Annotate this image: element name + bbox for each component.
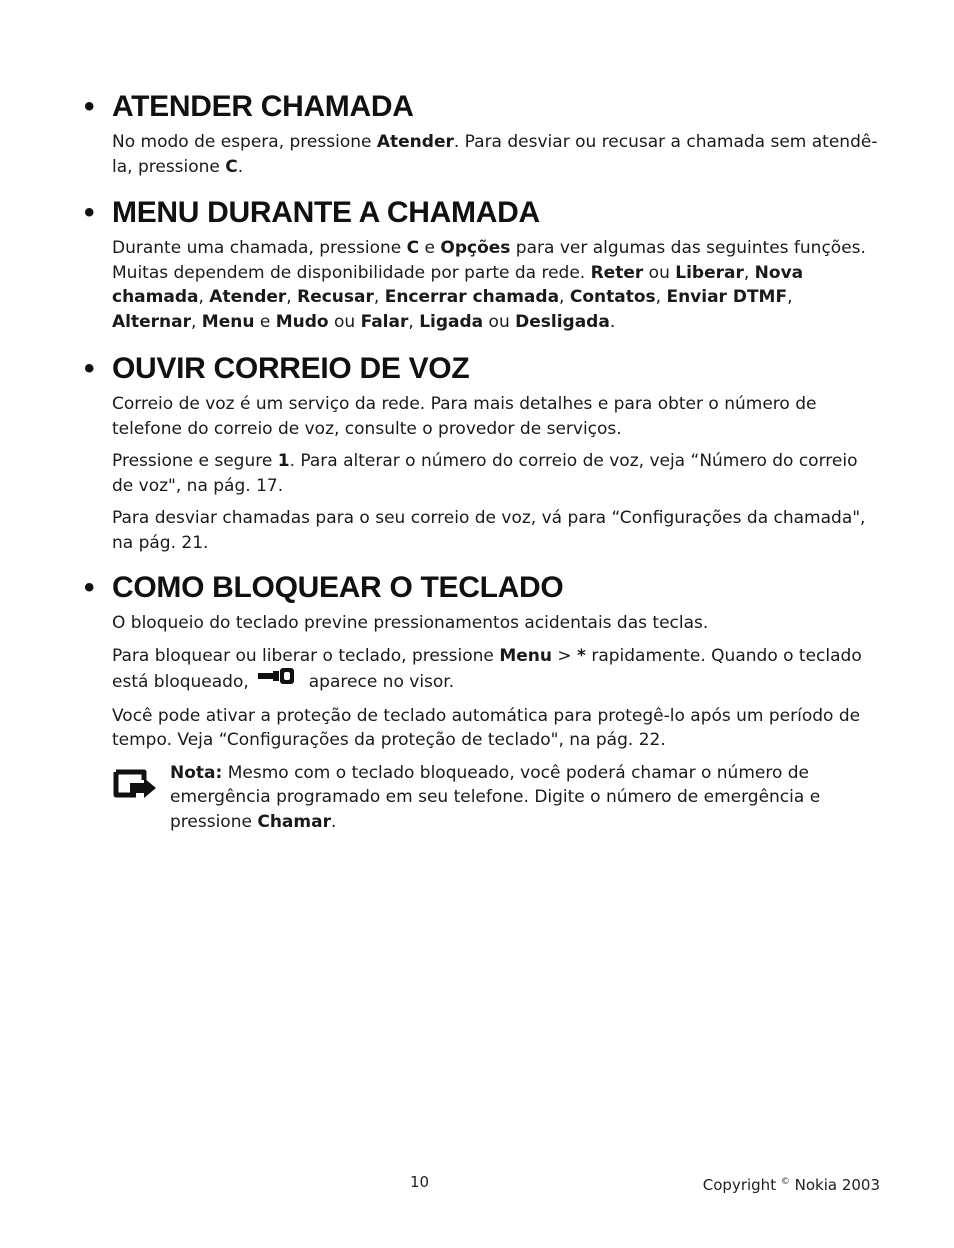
paragraph: [112, 236, 880, 334]
option-label: Menu: [201, 311, 255, 332]
text: . Para desviar ou recusar a chamada sem atendê-la, pressione: [112, 132, 878, 177]
text: Você pode ativar a proteção de teclado automática para protegê-lo após um período de tempo. Veja “Configurações da proteção de teclado", na pág. 22.: [112, 705, 861, 750]
text: . Para alterar o número do correio de voz, veja “Número do correio de voz", na pág. 17.: [112, 451, 858, 496]
text: >: [551, 645, 578, 666]
paragraph: [112, 392, 880, 441]
text: Pressione e segure: [112, 451, 278, 471]
copyright: [703, 1172, 880, 1195]
option-label: Liberar: [675, 262, 744, 283]
text: ,: [190, 311, 202, 332]
softkey-label: Opções: [440, 238, 511, 258]
section-heading: [84, 90, 884, 124]
key-label: 1: [277, 451, 290, 471]
text: ,: [787, 287, 793, 307]
section-heading: [84, 196, 884, 230]
text: .: [330, 811, 337, 832]
text: ou: [483, 311, 516, 332]
section-answer-call: [84, 90, 884, 179]
key-label: C: [406, 238, 420, 258]
paragraph: [112, 611, 880, 636]
softkey-label: Chamar: [257, 811, 331, 832]
text: Para bloquear ou liberar o teclado, pressione: [112, 645, 500, 666]
heading-text: ATENDER CHAMADA: [112, 90, 414, 123]
text: ,: [286, 287, 298, 307]
paragraph: [112, 449, 880, 498]
section-heading: [84, 571, 884, 605]
bullet: •: [84, 196, 95, 229]
heading-text: COMO BLOQUEAR O TECLADO: [112, 571, 564, 604]
text: No modo de espera, pressione: [112, 132, 377, 152]
text: ,: [559, 287, 570, 307]
paragraph: [112, 704, 880, 753]
text: Durante uma chamada, pressione: [112, 238, 407, 258]
text: e: [419, 238, 441, 258]
text: ,: [408, 311, 420, 332]
paragraph: [112, 130, 880, 179]
text: ,: [743, 262, 755, 283]
bullet: •: [84, 90, 95, 123]
note-box: [112, 761, 880, 835]
option-label: Reter: [590, 262, 644, 283]
softkey-label: Atender: [376, 132, 454, 152]
paragraph: [112, 644, 880, 696]
bullet: •: [84, 571, 95, 604]
asterisk-key-label: *: [577, 645, 586, 666]
option-label: Alternar: [112, 311, 191, 332]
text: Nokia 2003: [789, 1176, 880, 1194]
option-label: Mudo: [275, 311, 329, 332]
option-label: Nova chamada: [112, 262, 804, 307]
text: ou: [328, 311, 361, 332]
section-in-call-menu: [84, 196, 884, 334]
text: aparece no visor.: [308, 671, 455, 692]
heading-text: OUVIR CORREIO DE VOZ: [112, 352, 470, 385]
note-text: [170, 761, 880, 835]
keyguard-icon: [257, 666, 295, 694]
key-label: C: [225, 156, 238, 177]
note-icon: [110, 765, 170, 835]
option-label: Recusar: [297, 287, 374, 307]
page-number: 10: [410, 1173, 430, 1191]
text: Mesmo com o teclado bloqueado, você poderá chamar o número de emergência programado em seu telefone. Digite o número de emergência e pressione: [170, 762, 821, 832]
option-label: Contatos: [569, 287, 656, 307]
text: Para desviar chamadas para o seu correio de voz, vá para “Configurações da chamada", na pág. 21.: [112, 508, 866, 553]
text: ,: [198, 287, 210, 307]
option-label: Desligada: [515, 311, 610, 332]
option-label: Atender: [209, 287, 287, 307]
text: .: [237, 156, 244, 177]
section-voicemail: [84, 352, 884, 555]
bullet: •: [84, 352, 95, 385]
text: O bloqueio do teclado previne pressionamentos acidentais das teclas.: [112, 613, 709, 633]
paragraph: [112, 506, 880, 555]
text: ,: [655, 287, 667, 307]
section-heading: [84, 352, 884, 386]
option-label: Falar: [360, 311, 409, 332]
text: e: [254, 311, 276, 332]
note-label: Nota:: [170, 762, 223, 783]
text: ou: [643, 262, 676, 283]
option-label: Enviar DTMF: [666, 287, 788, 307]
text: rapidamente. Quando o teclado está bloqueado,: [112, 645, 862, 692]
option-label: Ligada: [419, 311, 484, 332]
section-keyguard: [84, 571, 884, 834]
text: Copyright: [702, 1176, 781, 1194]
text: para ver algumas das seguintes funções. Muitas dependem de disponibilidade por parte da rede.: [112, 238, 866, 283]
text: .: [609, 311, 616, 332]
copyright-symbol: ©: [780, 1177, 790, 1187]
text: ,: [373, 287, 385, 307]
text: Correio de voz é um serviço da rede. Para mais detalhes e para obter o número de telefone do correio de voz, consulte o provedor de serviços.: [112, 394, 817, 439]
option-label: Encerrar chamada: [384, 287, 560, 307]
softkey-label: Menu: [499, 645, 552, 666]
heading-text: MENU DURANTE A CHAMADA: [112, 196, 540, 229]
